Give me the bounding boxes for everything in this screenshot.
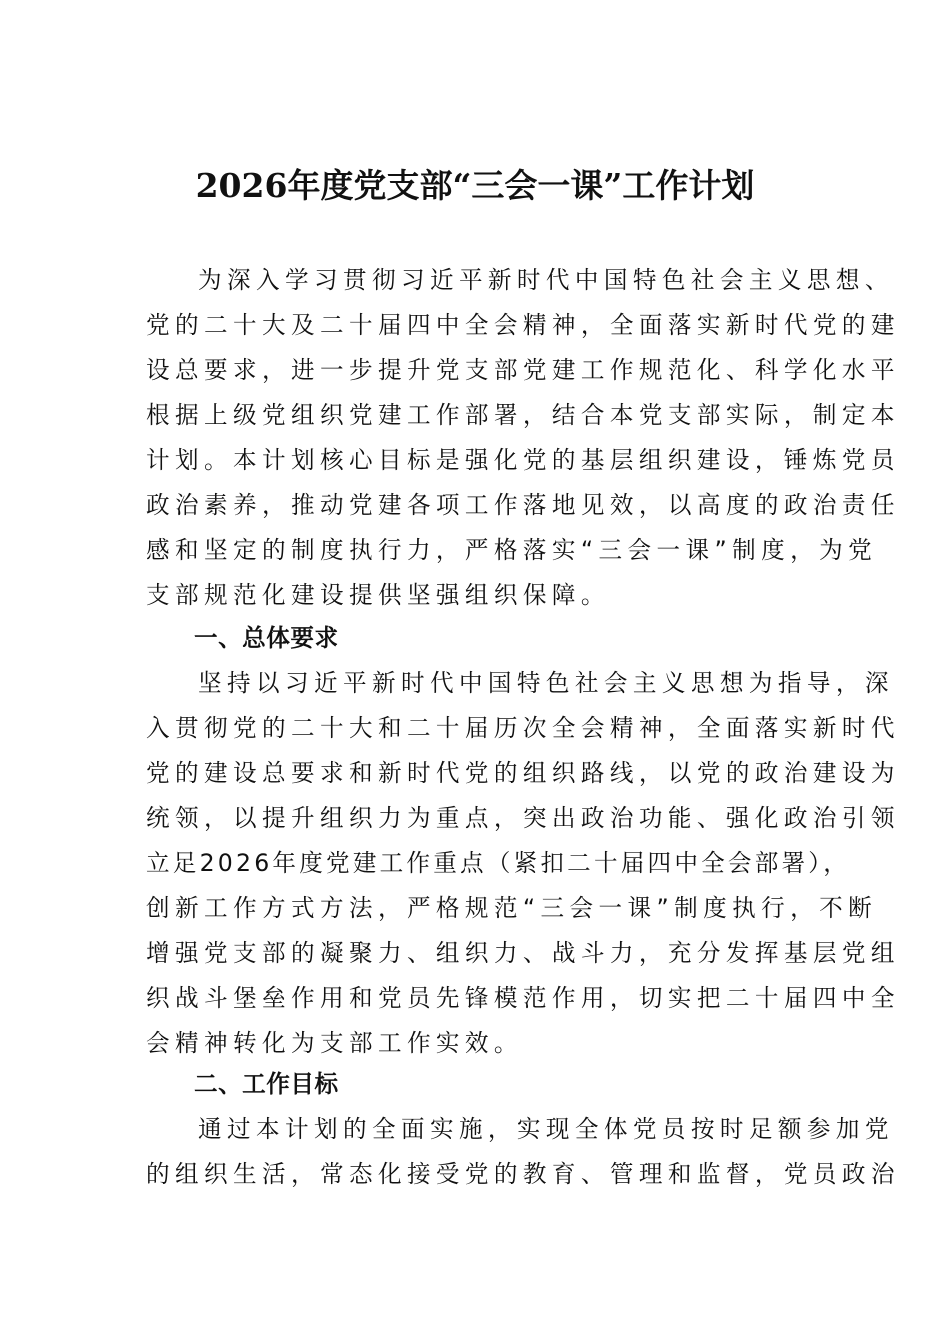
- section-work-goals: [146, 1062, 900, 1197]
- paragraph-line: 入贯彻党的二十大和二十届历次全会精神，全面落实新时代: [146, 714, 900, 742]
- section-heading: 二、工作目标: [194, 1070, 339, 1098]
- paragraph-line: 织战斗堡垒作用和党员先锋模范作用，切实把二十届四中全: [146, 984, 900, 1012]
- paragraph-line: 支部规范化建设提供坚强组织保障。: [146, 581, 610, 609]
- paragraph-line: 立足2026年度党建工作重点（紧扣二十届四中全会部署），: [146, 849, 851, 877]
- intro-paragraph: [146, 258, 900, 618]
- paragraph-line: 统领，以提升组织力为重点，突出政治功能、强化政治引领: [146, 804, 900, 832]
- paragraph-line: 政治素养，推动党建各项工作落地见效，以高度的政治责任: [146, 491, 900, 519]
- paragraph-line: 党的二十大及二十届四中全会精神，全面落实新时代党的建: [146, 311, 900, 339]
- paragraph-line: 创新工作方式方法，严格规范“三会一课”制度执行，不断: [146, 894, 878, 922]
- paragraph-line: 计划。本计划核心目标是强化党的基层组织建设，锤炼党员: [146, 446, 900, 474]
- paragraph-line: 党的建设总要求和新时代党的组织路线，以党的政治建设为: [146, 759, 900, 787]
- paragraph-line: 设总要求，进一步提升党支部党建工作规范化、科学化水平: [146, 356, 900, 384]
- document-title: 2026年度党支部“三会一课”工作计划: [195, 166, 755, 205]
- paragraph-line: 增强党支部的凝聚力、组织力、战斗力，充分发挥基层党组: [146, 939, 900, 967]
- paragraph-line: 的组织生活，常态化接受党的教育、管理和监督，党员政治: [146, 1160, 900, 1188]
- section-heading: 一、总体要求: [194, 624, 339, 652]
- paragraph-line: 通过本计划的全面实施，实现全体党员按时足额参加党: [198, 1115, 894, 1143]
- paragraph-line: 坚持以习近平新时代中国特色社会主义思想为指导，深: [198, 669, 894, 697]
- paragraph-line: 为深入学习贯彻习近平新时代中国特色社会主义思想、: [198, 266, 894, 294]
- paragraph-line: 会精神转化为支部工作实效。: [146, 1029, 523, 1057]
- paragraph-line: 感和坚定的制度执行力，严格落实“三会一课”制度，为党: [146, 536, 878, 564]
- section-general-requirements: [146, 616, 900, 1066]
- paragraph-line: 根据上级党组织党建工作部署，结合本党支部实际，制定本: [146, 401, 900, 429]
